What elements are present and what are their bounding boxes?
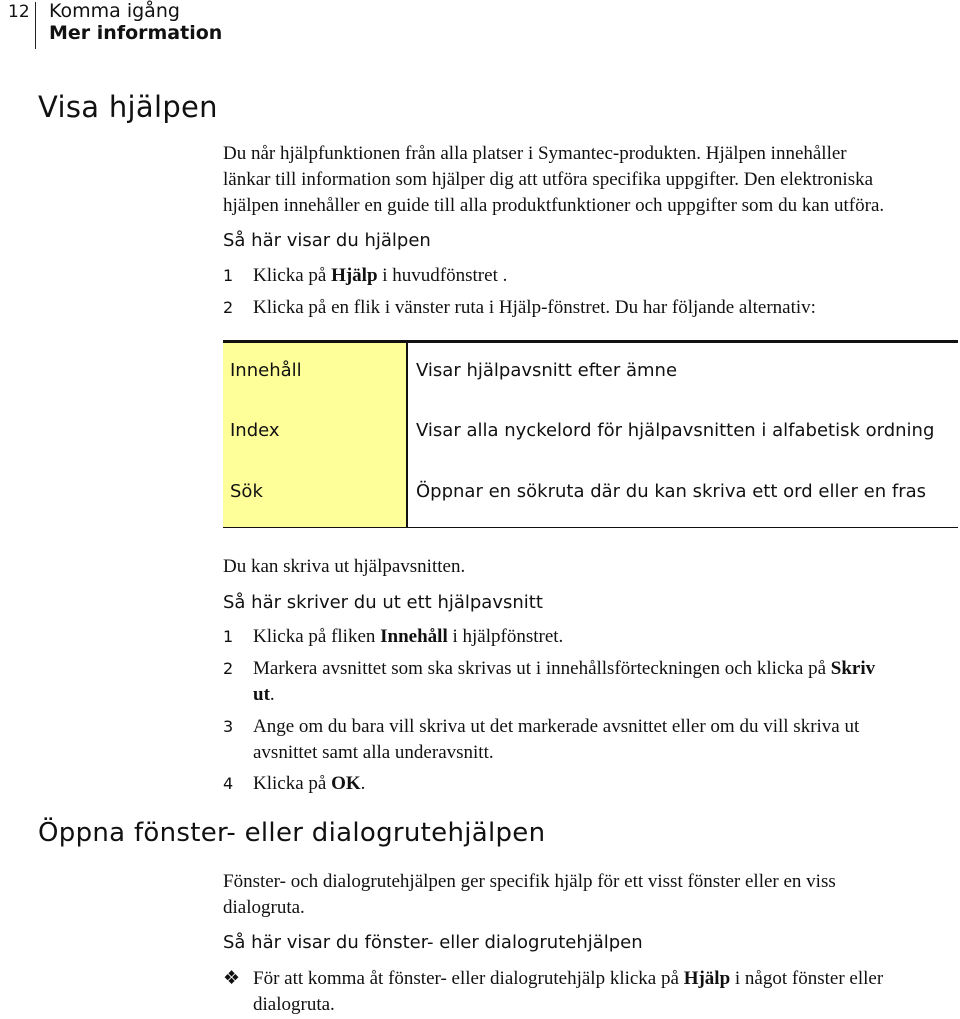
intro-line: Du når hjälpfunktionen från alla platser i Symantec-produkten. Hjälpen innehåller — [223, 143, 847, 164]
step-text: Klicka på Hjälp i huvudfönstret . — [253, 265, 508, 286]
section-title-fonsterhjalp: Öppna fönster- eller dialogrutehjälpen — [38, 818, 546, 848]
ui-term: Innehåll — [380, 626, 448, 647]
step-number: 3 — [223, 717, 234, 736]
ui-term: ut — [253, 684, 270, 705]
table-row — [223, 360, 958, 380]
option-description: Öppnar en sökruta där du kan skriva ett ord eller en fras — [416, 481, 927, 502]
step-number: 4 — [223, 774, 234, 793]
section-title-visa-hjalpen: Visa hjälpen — [38, 90, 218, 124]
option-description: Visar hjälpavsnitt efter ämne — [416, 360, 678, 381]
step-text: Klicka på OK. — [253, 773, 366, 794]
intro-line: hjälpen innehåller en guide till alla produktfunktioner och uppgifter som du kan utföra. — [223, 195, 885, 216]
page-number: 12 — [8, 2, 30, 22]
option-key: Sök — [230, 481, 263, 502]
ui-term: Skriv — [830, 658, 876, 679]
ui-term: Hjälp — [683, 968, 731, 989]
ui-term: OK — [331, 773, 361, 794]
step-text: Klicka på fliken Innehåll i hjälpfönstret. — [253, 626, 564, 647]
header-chapter: Komma igång — [49, 0, 180, 22]
section1-intro — [223, 141, 958, 219]
bullet-text: För att komma åt fönster- eller dialogrutehjälp klicka på Hjälp i något fönster eller dialogruta. — [253, 968, 884, 1015]
diamond-bullet-icon: ❖ — [223, 967, 241, 989]
procedure-heading-fonsterhjalp: Så här visar du fönster- eller dialogrutehjälpen — [223, 932, 643, 953]
step-text: Markera avsnittet som ska skrivas ut i innehållsförteckningen och klicka på Skriv ut. — [253, 658, 876, 705]
option-key: Innehåll — [230, 360, 302, 381]
procedure-heading-visa: Så här visar du hjälpen — [223, 230, 431, 251]
step-text: Ange om du bara vill skriva ut det markerade avsnittet eller om du vill skriva ut avsnittet samt alla underavsnitt. — [253, 716, 860, 763]
intro-line: Fönster- och dialogrutehjälpen ger specifik hjälp för ett visst fönster eller en viss — [223, 871, 836, 892]
ui-term: Hjälp — [331, 265, 378, 286]
options-table — [223, 340, 958, 528]
option-key: Index — [230, 420, 280, 441]
table-row — [223, 420, 958, 440]
header-section: Mer information — [49, 22, 223, 44]
step-number: 2 — [223, 298, 234, 317]
option-description: Visar alla nyckelord för hjälpavsnitten i alfabetisk ordning — [416, 420, 935, 441]
table-row — [223, 481, 958, 501]
procedure-heading-skriv-ut: Så här skriver du ut ett hjälpavsnitt — [223, 592, 543, 613]
print-note: Du kan skriva ut hjälpavsnitten. — [223, 556, 466, 577]
intro-line: länkar till information som hjälper dig att utföra specifika uppgifter. Den elektroniska — [223, 169, 874, 190]
intro-line: dialogruta. — [223, 897, 305, 918]
step-number: 1 — [223, 627, 234, 646]
step-text: Klicka på en flik i vänster ruta i Hjälp-fönstret. Du har följande alternativ: — [253, 297, 816, 318]
header-divider — [35, 2, 36, 49]
section2-intro — [223, 869, 958, 921]
step-number: 1 — [223, 266, 234, 285]
step-number: 2 — [223, 659, 234, 678]
